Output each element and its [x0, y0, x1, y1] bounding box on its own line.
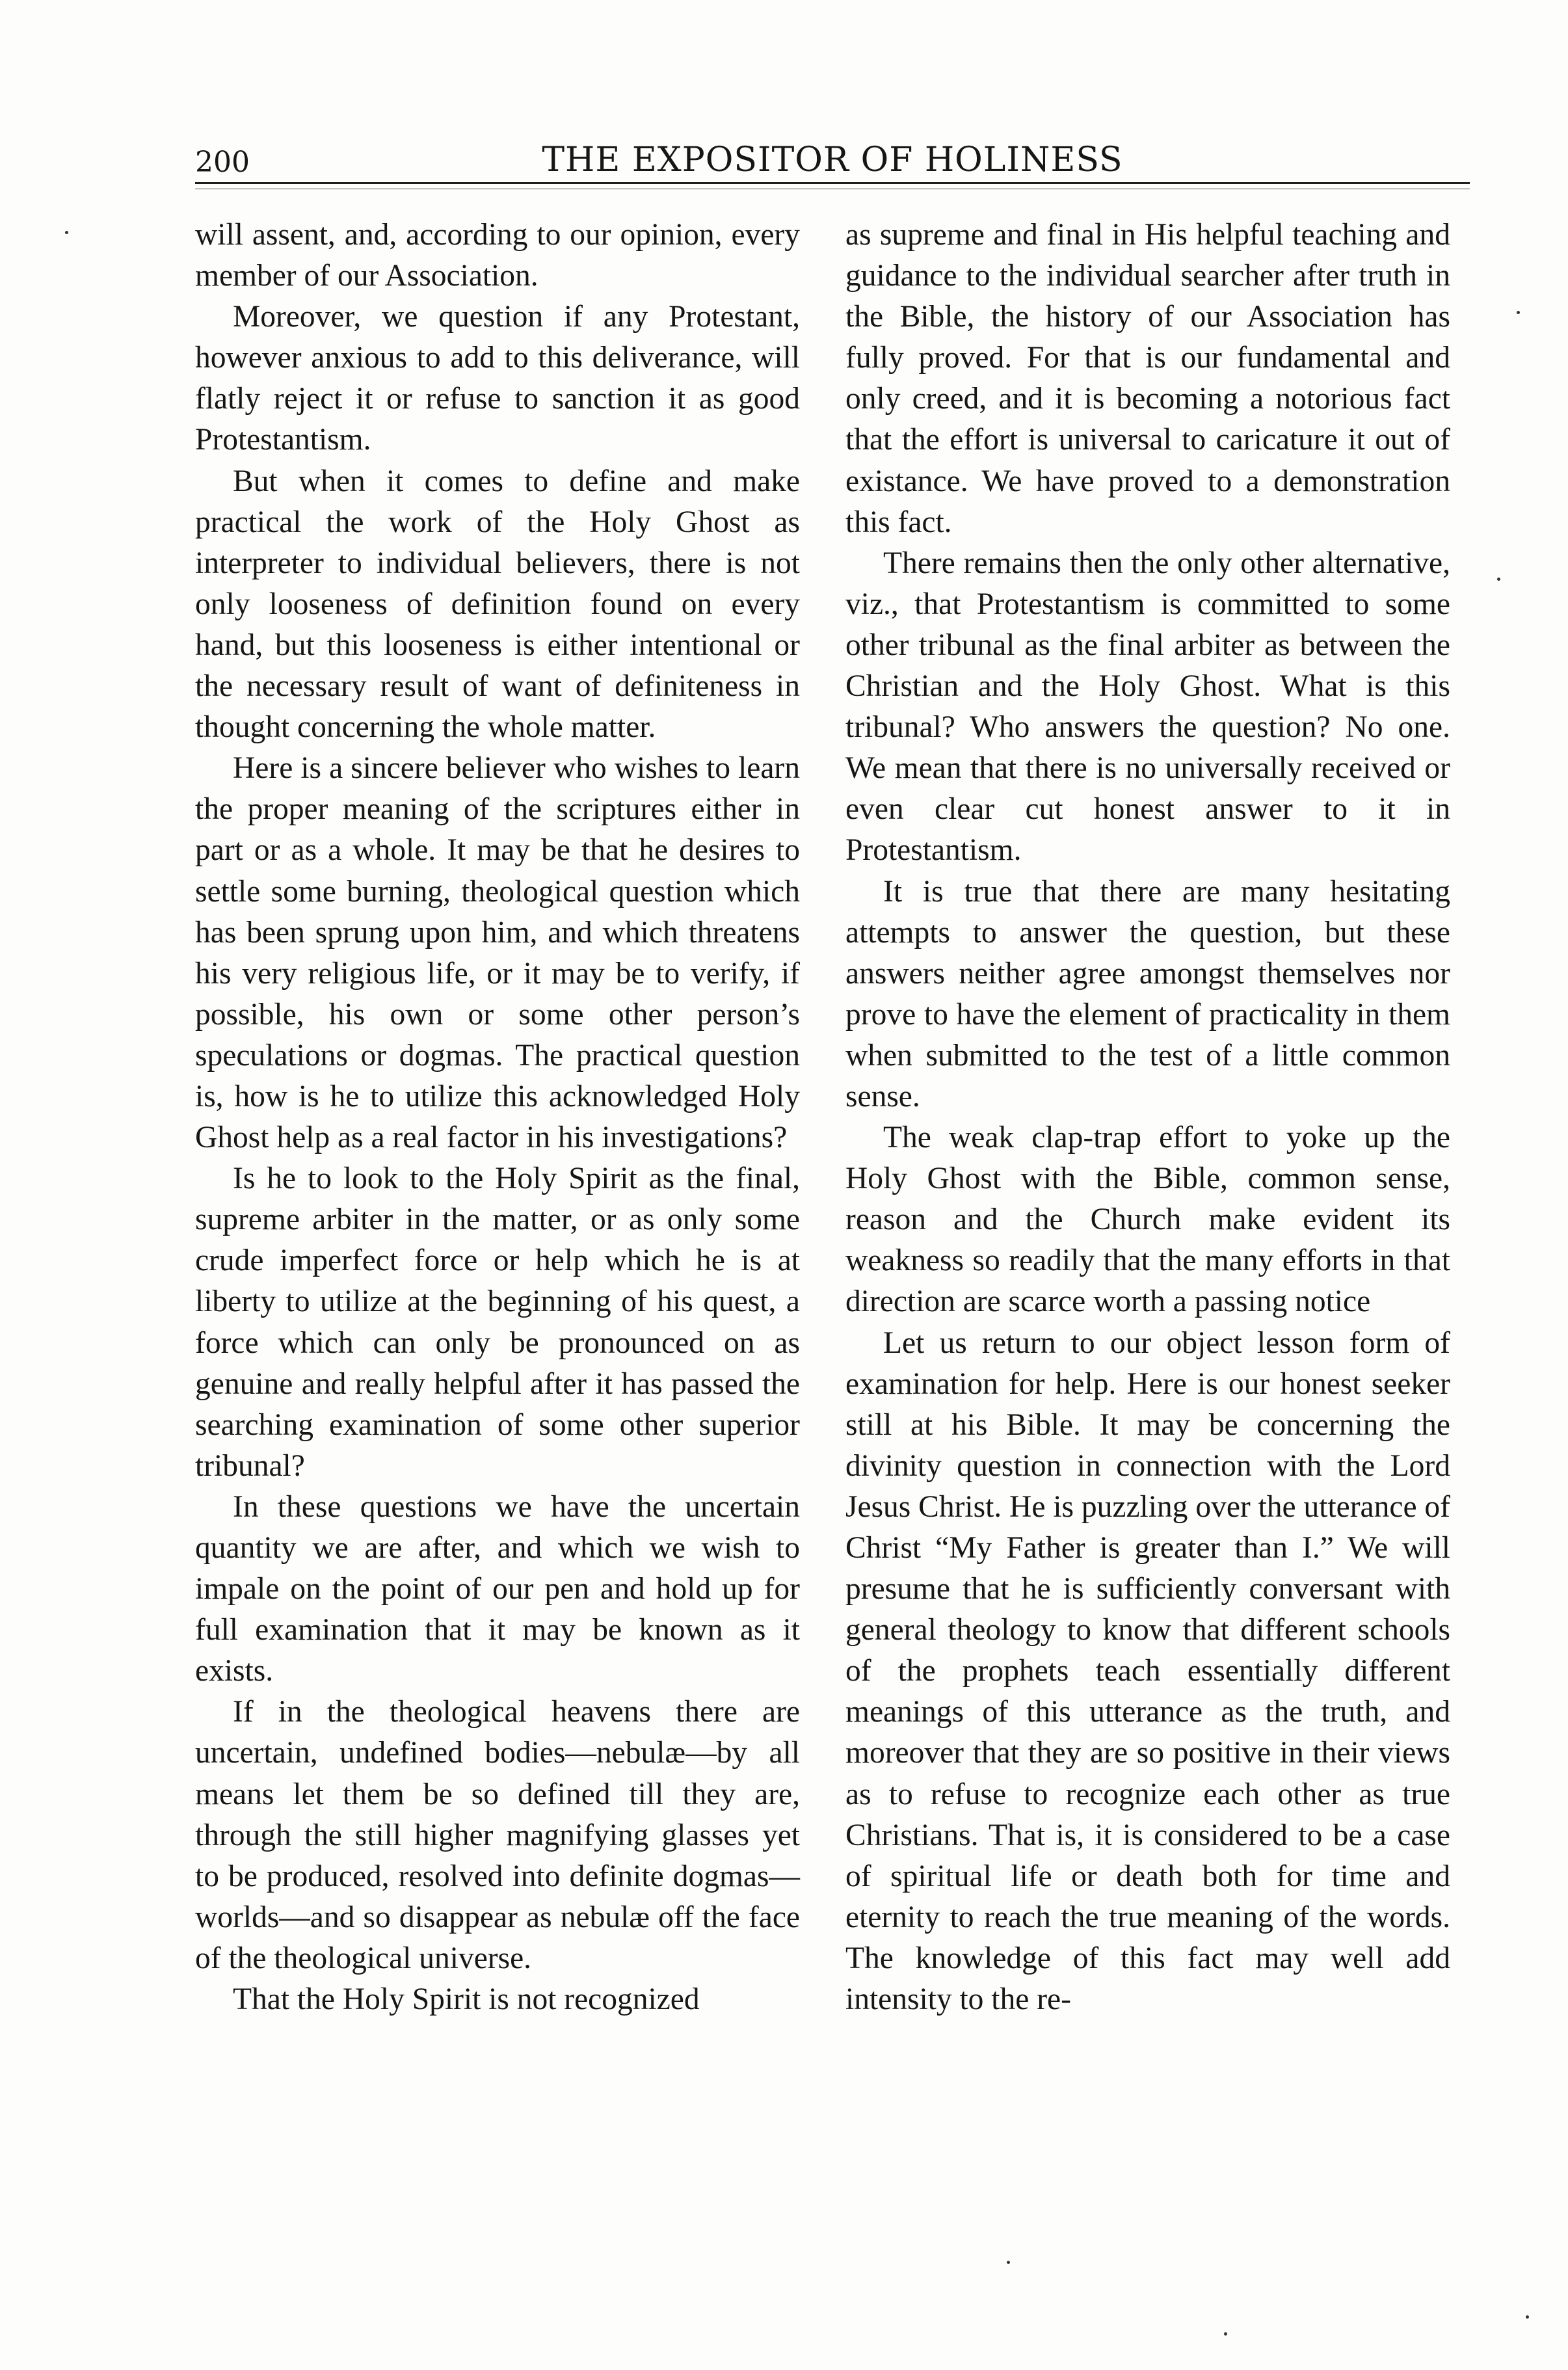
paragraph: Let us return to our object lesson form of examination for help. Here is our honest seeker still at his Bible. It may be concerning the divinity question in connection with the Lord Jesus Christ. He is puzzling over the utterance of Christ “My Father is greater than I.” We will presume that he is sufficiently conversant with general theology to know that different schools of the prophets teach essentially different meanings of this utterance as the truth, and moreover that they are so positive in their views as to refuse to recognize each other as true Christians. That is, it is considered to be a case of spiritual life or death both for time and eternity to reach the true meaning of the words. The knowledge of this fact may well add intensity to the re-	[845, 1325, 1450, 2017]
print-speck	[65, 231, 68, 234]
print-speck	[1224, 2332, 1227, 2336]
left-column	[195, 215, 800, 2020]
paragraph: as supreme and final in His helpful teaching and guidance to the individual searcher after truth in the Bible, the history of our Association has fully proved. For that is our fundamental and only creed, and it is becoming a notorious fact that the effort is universal to caricature it out of existance. We have proved to a demonstration this fact.	[845, 218, 1450, 539]
paragraph: Is he to look to the Holy Spirit as the final, supreme arbiter in the matter, or as only some crude imperfect force or help which he is at liberty to utilize at the beginning of his quest, a force which can only be pronounced on as genuine and really helpful after it has passed the searching examination of some other superior tribunal?	[195, 1162, 800, 1483]
paragraph: Here is a sincere believer who wishes to learn the proper meaning of the scriptures either in part or as a whole. It may be that he desires to settle some burning, theological question which has been sprung upon him, and which threatens his very religious life, or it may be to verify, if possible, his own or some other person’s speculations or dogmas. The practical question is, how is he to utilize this acknowledged Holy Ghost help as a real factor in his investigations?	[195, 751, 800, 1155]
paragraph: If in the theological heavens there are uncertain, undefined bodies—nebulæ—by all means let them be so defined till they are, through the still higher magnifying glasses yet to be produced, resolved into definite dogmas—worlds—and so disappear as nebulæ off the face of the theological universe.	[195, 1695, 800, 1975]
print-speck	[1007, 2261, 1010, 2264]
paragraph: will assent, and, according to our opinion, every member of our Association.	[195, 218, 800, 293]
paragraph: In these questions we have the uncertain quantity we are after, and which we wish to impale on the point of our pen and hold up for full examination that it may be known as it exists.	[195, 1489, 800, 1688]
page-number: 200	[195, 146, 250, 179]
print-speck	[1526, 2315, 1529, 2319]
print-speck	[1517, 311, 1520, 314]
paragraph: But when it comes to define and make practical the work of the Holy Ghost as interpreter to individual believers, there is not only looseness of definition found on every hand, but this looseness is either intentional or the necessary result of want of definiteness in thought concerning the whole matter.	[195, 464, 800, 745]
paragraph: It is true that there are many hesitating attempts to answer the question, but these answers neither agree amongst themselves nor prove to have the element of practicality in them when submitted to the test of a little common sense.	[845, 874, 1450, 1113]
paragraph: There remains then the only other alternative, viz., that Protestantism is committed to some other tribunal as the final arbiter as between the Christian and the Holy Ghost. What is this tribunal? Who answers the question? No one. We mean that there is no universally received or even clear cut honest answer to it in Protestantism.	[845, 546, 1450, 868]
header-rule	[195, 182, 1470, 184]
paragraph: The weak clap-trap effort to yoke up the Holy Ghost with the Bible, common sense, reason and the Church make evident its weakness so readily that the many efforts in that direction are scarce worth a passing notice	[845, 1121, 1450, 1319]
paragraph: That the Holy Spirit is not recognized	[233, 1982, 700, 2017]
print-speck	[1497, 578, 1500, 581]
running-title: THE EXPOSITOR OF HOLINESS	[542, 140, 1123, 180]
paragraph: Moreover, we question if any Protestant, however anxious to add to this deliverance, will flatly reject it or refuse to sanction it as good Protestantism.	[195, 300, 800, 457]
right-column	[845, 215, 1450, 2020]
page-header	[195, 138, 1470, 178]
